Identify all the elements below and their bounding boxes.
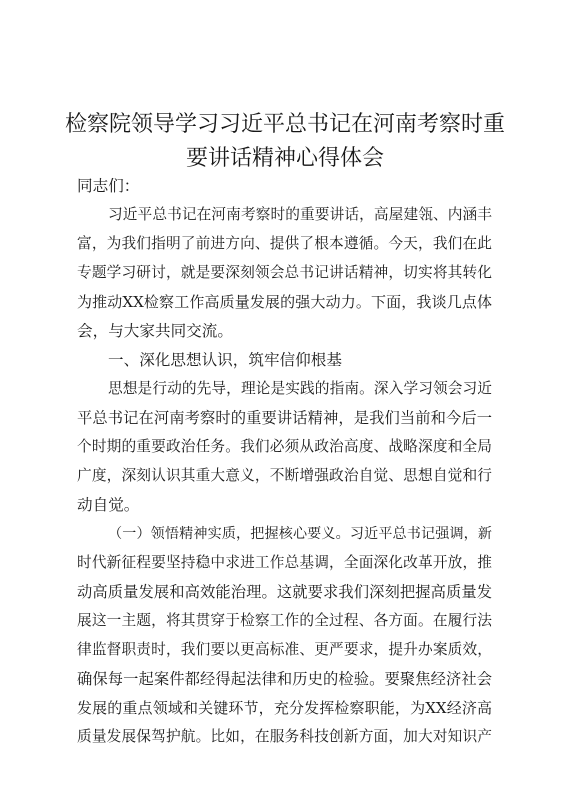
body-line: 为推动XX检察工作高质量发展的强大动力。下面，我谈几点体 [77,293,492,311]
body-line: 思想是行动的先导，理论是实践的指南。深入学习领会习近 [108,380,492,397]
body-line: 展这一主题，将其贯穿于检察工作的全过程、各方面。在履行法 [77,612,492,629]
body-line: 发展的重点领域和关键环节，充分发挥检察职能，为XX经济高 [77,699,492,717]
body-line: 确保每一起案件都经得起法律和历史的检验。要聚焦经济社会 [77,670,492,688]
body-line: （一）领悟精神实质，把握核心要义。习近平总书记强调，新 [108,526,492,542]
body-line: 律监督职责时，我们要以更高标准、更严要求，提升办案质效， [77,641,492,658]
body-line: 习近平总书记在河南考察时的重要讲话，高屋建瓴、内涵丰 [108,206,492,223]
body-line: 个时期的重要政治任务。我们必须从政治高度、战略深度和全局 [77,438,492,455]
body-line: 时代新征程要坚持稳中求进工作总基调，全面深化改革开放，推 [77,554,492,571]
body-line: 动自觉。 [77,496,140,514]
section-heading: 一、深化思想认识，筑牢信仰根基 [108,351,342,369]
document-title-line-2: 要讲话精神心得体会 [185,146,384,171]
document-title-line-1: 检察院领导学习习近平总书记在河南考察时重 [64,112,505,137]
body-line: 动高质量发展和高效能治理。这就要求我们深刻把握高质量发 [77,583,492,601]
body-line: 专题学习研讨，就是要深刻领会总书记讲话精神，切实将其转化 [77,264,492,281]
salutation: 同志们： [77,177,140,195]
body-line: 平总书记在河南考察时的重要讲话精神，是我们当前和今后一 [77,409,492,427]
body-line: 富，为我们指明了前进方向、提供了根本遵循。今天，我们在此 [77,235,492,252]
body-line: 质量发展保驾护航。比如，在服务科技创新方面，加大对知识产 [77,728,492,745]
body-line: 会，与大家共同交流。 [77,322,233,340]
body-line: 广度，深刻认识其重大意义，不断增强政治自觉、思想自觉和行 [77,467,492,484]
